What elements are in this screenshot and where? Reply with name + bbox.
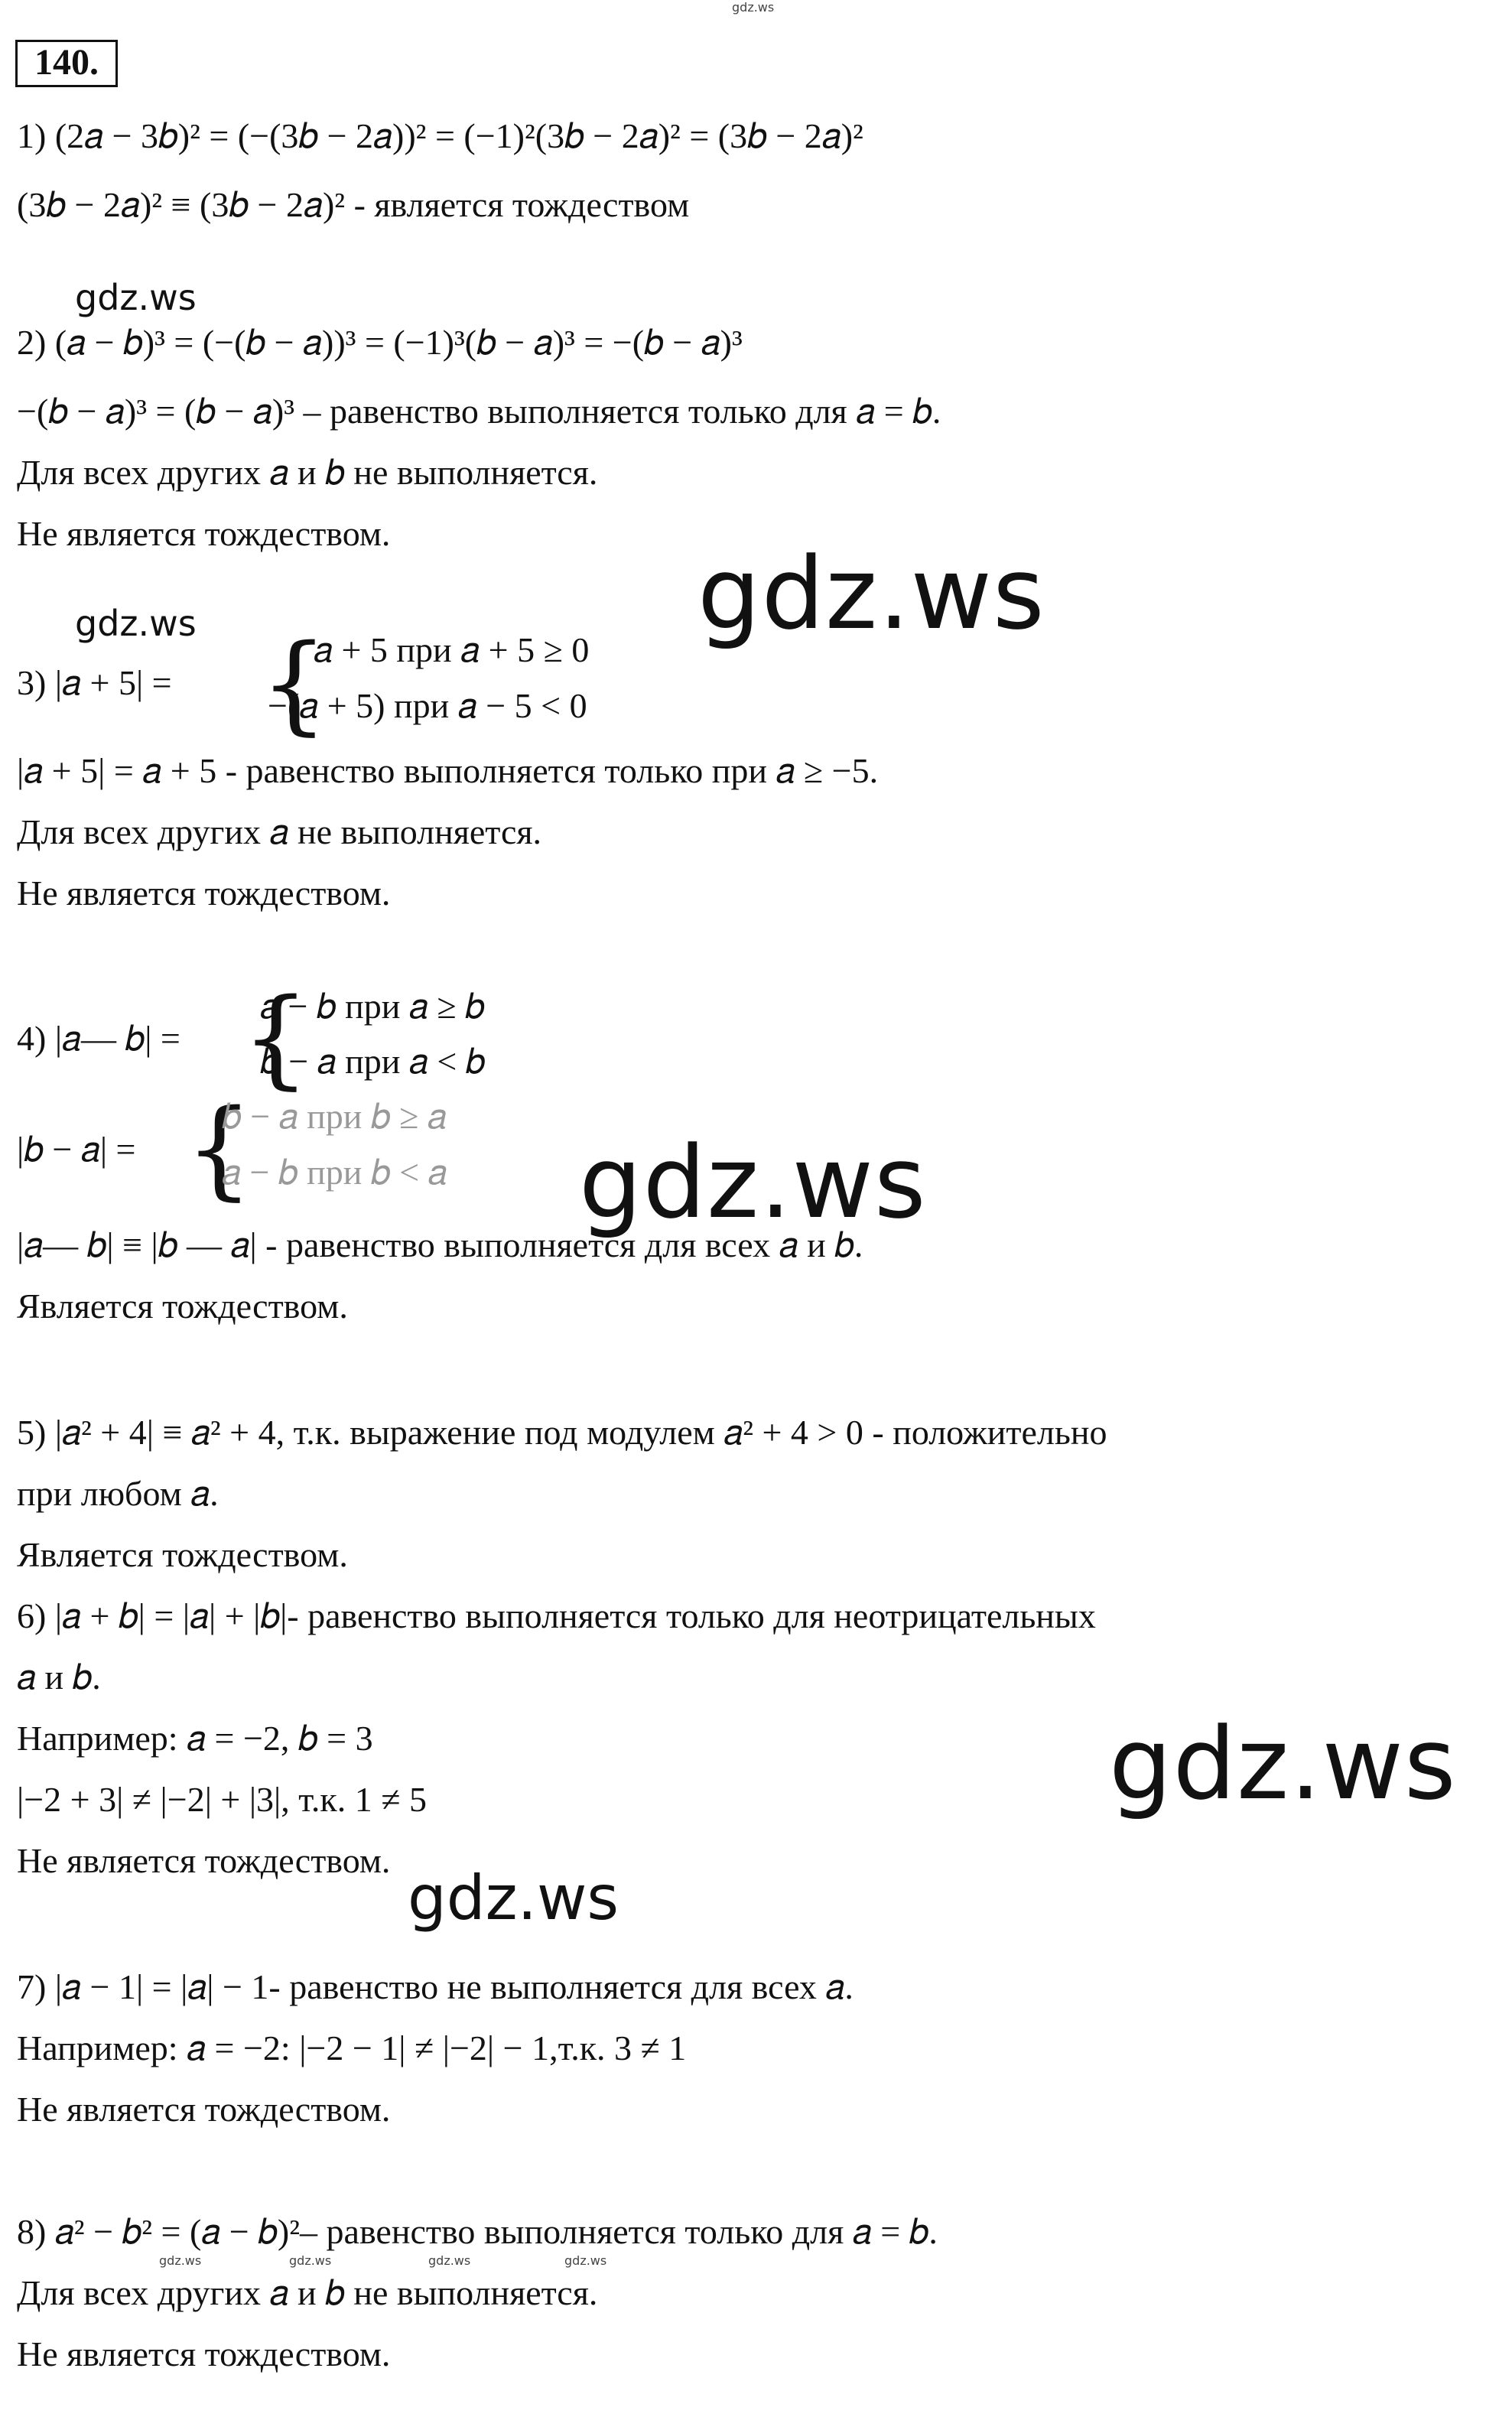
item-5-line-1: 5) |𝑎² + 4| ≡ 𝑎² + 4, т.к. выражение под модулем 𝑎² + 4 > 0 - положительно [17, 1413, 1107, 1452]
item-4-brace-1: { [242, 976, 311, 1101]
watermark-small-1: gdz.ws [75, 277, 197, 318]
item-8-line-2: Для всех других 𝑎 и 𝑏 не выполняется. [17, 2273, 598, 2312]
item-2-line-3: Для всех других 𝑎 и 𝑏 не выполняется. [17, 453, 598, 492]
item-3-line-4: Не является тождеством. [17, 873, 391, 912]
item-3-case-2: −(𝑎 + 5) при 𝑎 − 5 < 0 [268, 686, 587, 725]
item-8-line-1: 8) 𝑎² − 𝑏² = (𝑎 − 𝑏)²– равенство выполняется только для 𝑎 = 𝑏. [17, 2212, 938, 2251]
watermark-tiny-1: gdz.ws [159, 2253, 202, 2268]
watermark-tiny-3: gdz.ws [428, 2253, 471, 2268]
item-7-line-1: 7) |𝑎 − 1| = |𝑎| − 1- равенство не выполняется для всех 𝑎. [17, 1967, 854, 2006]
task-number-box: 140. [15, 40, 118, 87]
watermark-medium: gdz.ws [408, 1862, 619, 1934]
item-3-case-1: 𝑎 + 5 при 𝑎 + 5 ≥ 0 [314, 630, 590, 669]
item-3-line-2: |𝑎 + 5| = 𝑎 + 5 - равенство выполняется только при 𝑎 ≥ −5. [17, 751, 879, 790]
item-6-line-1: 6) |𝑎 + 𝑏| = |𝑎| + |𝑏|- равенство выполняется только для неотрицательных [17, 1596, 1096, 1635]
item-3-lhs: 3) |𝑎 + 5| = [17, 663, 172, 702]
item-2-line-2: −(𝑏 − 𝑎)³ = (𝑏 − 𝑎)³ – равенство выполняется только для 𝑎 = 𝑏. [17, 392, 941, 431]
item-4-case-1: 𝑎 − 𝑏 при 𝑎 ≥ 𝑏 [260, 987, 485, 1026]
item-1-line-1: 1) (2𝑎 − 3𝑏)² = (−(3𝑏 − 2𝑎))² = (−1)²(3𝑏 − 2𝑎)² = (3𝑏 − 2𝑎)² [17, 116, 863, 155]
item-6-line-4: |−2 + 3| ≠ |−2| + |3|, т.к. 1 ≠ 5 [17, 1780, 428, 1819]
item-7-line-3: Не является тождеством. [17, 2090, 391, 2129]
item-5-line-2: при любом 𝑎. [17, 1474, 219, 1513]
watermark-tiny-4: gdz.ws [564, 2253, 607, 2268]
item-6-line-5: Не является тождеством. [17, 1841, 391, 1880]
item-2-line-1: 2) (𝑎 − 𝑏)³ = (−(𝑏 − 𝑎))³ = (−1)³(𝑏 − 𝑎)³ = −(𝑏 − 𝑎)³ [17, 323, 743, 362]
item-4-case-3: 𝑏 − 𝑎 при 𝑏 ≥ 𝑎 [222, 1097, 447, 1136]
watermark-tiny-2: gdz.ws [289, 2253, 332, 2268]
item-6-line-2: 𝑎 и 𝑏. [17, 1657, 101, 1696]
item-4-line-4: Является тождеством. [17, 1287, 348, 1326]
watermark-large-1: gdz.ws [697, 535, 1045, 652]
item-4-lhs-2: |𝑏 − 𝑎| = [17, 1130, 136, 1169]
watermark-large-3: gdz.ws [1109, 1706, 1457, 1822]
item-2-line-4: Не является тождеством. [17, 514, 391, 553]
item-3-line-3: Для всех других 𝑎 не выполняется. [17, 812, 542, 851]
item-1-line-2: (3𝑏 − 2𝑎)² ≡ (3𝑏 − 2𝑎)² - является тождеством [17, 185, 690, 224]
item-4-brace-2: { [185, 1087, 254, 1212]
item-4-case-2: 𝑏 − 𝑎 при 𝑎 < 𝑏 [260, 1042, 486, 1081]
watermark-tiny-top: gdz.ws [732, 0, 775, 15]
item-5-line-3: Является тождеством. [17, 1535, 348, 1574]
item-7-line-2: Например: 𝑎 = −2: |−2 − 1| ≠ |−2| − 1,т.к. 3 ≠ 1 [17, 2028, 687, 2067]
watermark-small-2: gdz.ws [75, 603, 197, 644]
item-4-case-4: 𝑎 − 𝑏 при 𝑏 < 𝑎 [222, 1153, 447, 1192]
item-4-line-3: |𝑎— 𝑏| ≡ |𝑏 — 𝑎| - равенство выполняется для всех 𝑎 и 𝑏. [17, 1225, 863, 1264]
item-4-lhs: 4) |𝑎— 𝑏| = [17, 1019, 180, 1058]
watermark-large-2: gdz.ws [579, 1124, 927, 1241]
item-6-line-3: Например: 𝑎 = −2, 𝑏 = 3 [17, 1719, 373, 1758]
item-3-brace: { [260, 622, 329, 747]
item-8-line-3: Не является тождеством. [17, 2334, 391, 2373]
